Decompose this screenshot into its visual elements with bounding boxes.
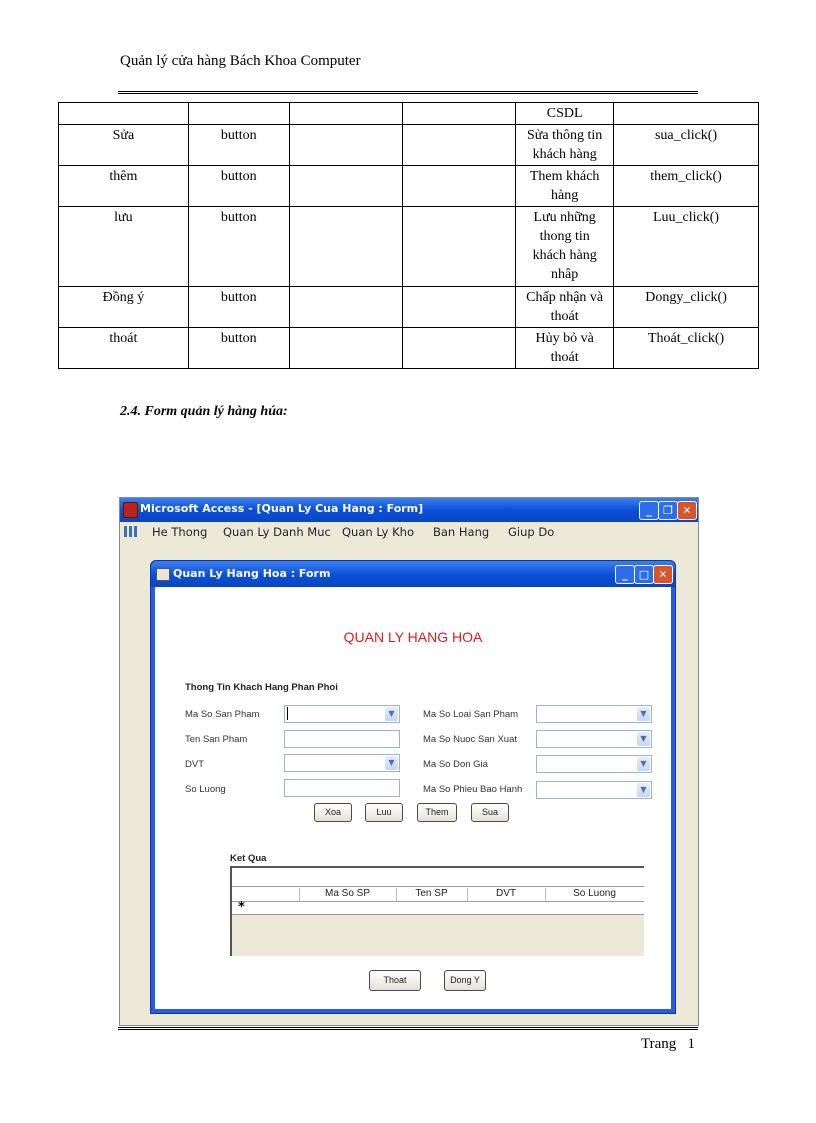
text-caret bbox=[287, 707, 288, 720]
menu-ban-hang[interactable]: Ban Hang bbox=[433, 525, 490, 539]
control-spec-table bbox=[58, 102, 759, 369]
result-title: Ket Qua bbox=[230, 853, 267, 864]
table-cell: lưu bbox=[59, 207, 189, 287]
dong-y-button[interactable]: Dong Y bbox=[444, 970, 486, 991]
table-row bbox=[59, 328, 759, 369]
access-window-title: Microsoft Access - [Quan Ly Cua Hang : Form] bbox=[140, 502, 424, 515]
ma-so-loai-san-pham-combo[interactable] bbox=[536, 705, 652, 723]
table-cell: Them khách hàng bbox=[516, 166, 614, 207]
label-ma-so-loai-san-pham: Ma So Loai San Pham bbox=[423, 709, 519, 720]
group-title: Thong Tin Khach Hang Phan Phoi bbox=[185, 682, 338, 693]
table-cell bbox=[403, 166, 516, 207]
table-cell bbox=[289, 207, 403, 287]
table-cell: Thoát_click() bbox=[614, 328, 759, 369]
table-cell: button bbox=[188, 207, 289, 287]
ten-san-pham-input[interactable] bbox=[284, 730, 400, 748]
label-so-luong: So Luong bbox=[185, 784, 226, 795]
result-datasheet bbox=[230, 866, 644, 956]
form-minimize-icon[interactable]: _ bbox=[615, 565, 635, 584]
header-rule bbox=[118, 91, 698, 94]
table-row bbox=[59, 166, 759, 207]
menu-quan-ly-danh-muc[interactable]: Quan Ly Danh Muc bbox=[223, 525, 331, 539]
restore-icon[interactable]: ❐ bbox=[658, 501, 678, 520]
label-ten-san-pham: Ten San Pham bbox=[185, 734, 248, 745]
form-body bbox=[155, 587, 671, 1009]
label-ma-so-don-gia: Ma So Don Gia bbox=[423, 759, 488, 770]
label-ma-so-san-pham: Ma So San Pham bbox=[185, 709, 260, 720]
table-cell bbox=[403, 103, 516, 125]
table-cell: button bbox=[188, 166, 289, 207]
table-cell: button bbox=[188, 328, 289, 369]
grid-line bbox=[232, 886, 644, 887]
table-row bbox=[59, 287, 759, 328]
table-row bbox=[59, 207, 759, 287]
form-heading: QUAN LY HANG HOA bbox=[343, 629, 483, 645]
so-luong-input[interactable] bbox=[284, 779, 400, 797]
section-heading: 2.4. Form quản lý hàng húa: bbox=[120, 404, 288, 419]
xoa-button[interactable]: Xoa bbox=[314, 803, 352, 822]
table-cell bbox=[188, 103, 289, 125]
access-menubar bbox=[120, 522, 698, 542]
table-cell bbox=[403, 328, 516, 369]
access-titlebar bbox=[120, 498, 698, 522]
access-screenshot bbox=[119, 497, 699, 1026]
them-button[interactable]: Them bbox=[417, 803, 457, 822]
table-cell bbox=[289, 103, 403, 125]
form-window-title: Quan Ly Hang Hoa : Form bbox=[173, 567, 331, 580]
table-cell: Lưu những thong tin khách hàng nhâp bbox=[516, 207, 614, 287]
ma-so-don-gia-combo[interactable] bbox=[536, 755, 652, 773]
page-number: Trang 1 bbox=[641, 1036, 696, 1052]
table-cell bbox=[289, 166, 403, 207]
form-icon bbox=[156, 568, 170, 581]
label-dvt: DVT bbox=[185, 759, 204, 770]
table-row bbox=[59, 125, 759, 166]
table-cell: Chấp nhận và thoát bbox=[516, 287, 614, 328]
menu-he-thong[interactable]: He Thong bbox=[152, 525, 208, 539]
table-cell: Hủy bỏ và thoát bbox=[516, 328, 614, 369]
luu-button[interactable]: Luu bbox=[365, 803, 403, 822]
table-cell bbox=[403, 207, 516, 287]
form-titlebar bbox=[151, 561, 675, 587]
table-cell: Luu_click() bbox=[614, 207, 759, 287]
menu-quan-ly-kho[interactable]: Quan Ly Kho bbox=[342, 525, 415, 539]
ma-so-nuoc-san-xuat-combo[interactable] bbox=[536, 730, 652, 748]
table-cell bbox=[59, 103, 189, 125]
form-window bbox=[150, 560, 676, 1014]
ma-so-phieu-bao-hanh-combo[interactable] bbox=[536, 781, 652, 799]
close-icon[interactable]: ✕ bbox=[677, 501, 697, 520]
table-cell: Sửa bbox=[59, 125, 189, 166]
chevron-down-icon[interactable]: ▼ bbox=[637, 783, 650, 797]
table-cell: CSDL bbox=[516, 103, 614, 125]
menu-grip-icon bbox=[124, 526, 138, 537]
table-cell: them_click() bbox=[614, 166, 759, 207]
grid-line bbox=[232, 914, 644, 915]
sua-button[interactable]: Sua bbox=[471, 803, 509, 822]
access-logo-icon bbox=[123, 502, 138, 518]
label-ma-so-nuoc-san-xuat: Ma So Nuoc San Xuat bbox=[423, 734, 517, 745]
table-cell: Sửa thông tin khách hàng bbox=[516, 125, 614, 166]
minimize-icon[interactable]: _ bbox=[639, 501, 659, 520]
table-cell bbox=[403, 287, 516, 328]
column-header-dvt[interactable]: DVT bbox=[496, 888, 516, 899]
table-cell bbox=[289, 287, 403, 328]
table-cell bbox=[403, 125, 516, 166]
table-cell bbox=[614, 103, 759, 125]
document-header-title: Quản lý cửa hàng Bách Khoa Computer bbox=[120, 53, 361, 69]
table-cell: button bbox=[188, 125, 289, 166]
column-header-ten-sp[interactable]: Ten SP bbox=[415, 888, 448, 899]
table-cell: sua_click() bbox=[614, 125, 759, 166]
table-cell bbox=[289, 328, 403, 369]
form-close-icon[interactable]: ✕ bbox=[653, 565, 673, 584]
column-header-ma-so-sp[interactable]: Ma So SP bbox=[324, 888, 371, 899]
new-record-marker: * bbox=[238, 900, 245, 915]
chevron-down-icon[interactable]: ▼ bbox=[637, 732, 650, 746]
table-cell: thoát bbox=[59, 328, 189, 369]
chevron-down-icon[interactable]: ▼ bbox=[637, 757, 650, 771]
table-cell: button bbox=[188, 287, 289, 328]
column-header-so-luong[interactable]: So Luong bbox=[573, 888, 616, 899]
table-row bbox=[59, 103, 759, 125]
table-cell: thêm bbox=[59, 166, 189, 207]
ma-so-san-pham-combo[interactable] bbox=[284, 705, 400, 723]
dvt-combo[interactable] bbox=[284, 754, 400, 772]
chevron-down-icon[interactable]: ▼ bbox=[385, 707, 398, 721]
form-maximize-icon[interactable]: □ bbox=[634, 565, 654, 584]
thoat-button[interactable]: Thoat bbox=[369, 970, 421, 991]
menu-giup-do[interactable]: Giup Do bbox=[508, 525, 555, 539]
label-ma-so-phieu-bao-hanh: Ma So Phieu Bao Hanh bbox=[423, 784, 523, 795]
table-cell: Đồng ý bbox=[59, 287, 189, 328]
table-cell bbox=[289, 125, 403, 166]
chevron-down-icon[interactable]: ▼ bbox=[385, 756, 398, 770]
table-cell: Dongy_click() bbox=[614, 287, 759, 328]
footer-rule bbox=[118, 1027, 698, 1030]
chevron-down-icon[interactable]: ▼ bbox=[637, 707, 650, 721]
